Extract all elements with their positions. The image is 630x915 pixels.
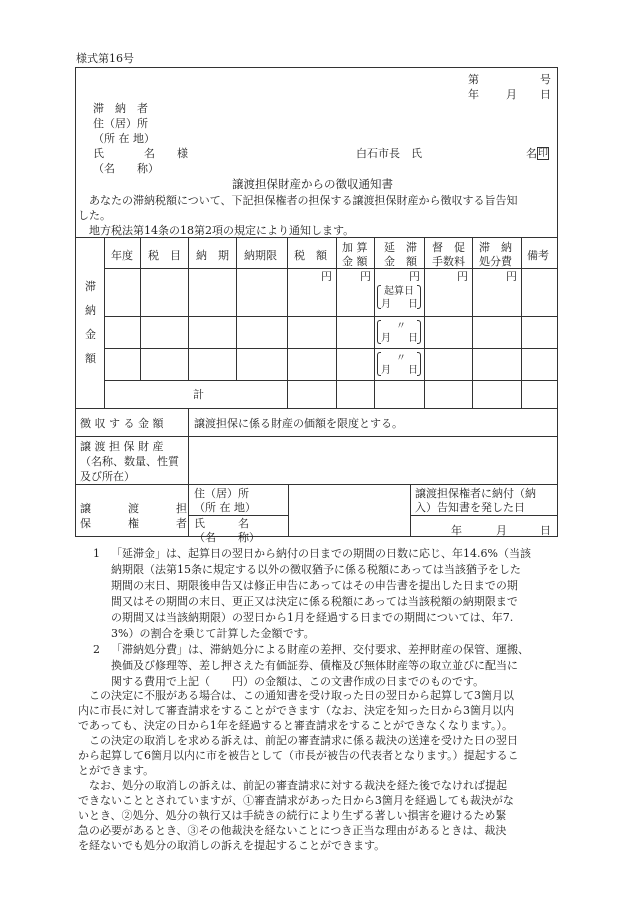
note-line: の期間又は当該納期限）の翌日から1月を経過する日までの期間については、年7. <box>111 611 514 624</box>
holder-address-label: 住（居）所 <box>194 487 249 500</box>
start-month: 月 <box>381 333 391 344</box>
table-col-line <box>140 237 141 380</box>
intro-line-1: あなたの滞納税額について、下記担保権者の担保する譲渡担保財産から徴収する旨告知 <box>78 194 518 207</box>
property-label-sub: （名称、数量、性質 <box>80 455 179 468</box>
header-remarks: 備考 <box>527 249 549 262</box>
yen-unit: 円 <box>506 270 517 283</box>
side-label-char: 納 <box>85 304 96 317</box>
appeal-line: とができます。 <box>78 764 155 777</box>
row-line <box>75 484 558 485</box>
addressee-name: （名 称） <box>93 162 159 175</box>
appeal-line: であっても、決定の日から1年を経過すると審査請求をすることができなくなります。）。 <box>78 719 514 732</box>
seal-mark: 印 <box>538 148 548 159</box>
notice-day: 日 <box>540 524 551 537</box>
note-line: 「滞納処分費」は、滞納処分による財産の差押、交付要求、差押財産の保管、運搬、 <box>111 643 529 656</box>
appeal-line: この決定の取消しを求める訴えは、前記の審査請求に係る裁決の送達を受けた日の翌日 <box>78 734 518 747</box>
table-row-line <box>104 316 558 317</box>
note-line: 3%）の割合を乗じて計算した金額です。 <box>111 627 315 640</box>
appeal-line: から起算して6箇月以内に市を被告として（市長が被告の代表者となります。）提起するこ <box>78 749 519 762</box>
header-due-date: 納期限 <box>244 249 277 262</box>
intro-line-2: した。 <box>78 209 111 222</box>
table-col-line <box>472 237 473 408</box>
holder-split-line <box>188 515 288 516</box>
start-day: 日 <box>408 365 418 376</box>
holder-col-line <box>288 484 289 536</box>
notice-date-label-2: 入）告知書を発した日 <box>415 501 525 514</box>
note-line: 関する費用で上記（ 円）の金額は、この文書作成の日までのものです。 <box>111 675 485 688</box>
date-day: 日 <box>540 88 551 101</box>
header-late-fee: 延 滞 <box>384 241 417 254</box>
table-col-line <box>336 237 337 408</box>
issuer-mei: 名 <box>526 147 537 160</box>
yen-unit: 円 <box>360 270 371 283</box>
issuer-name: 白石市長 氏 <box>356 147 422 160</box>
holder-split-line <box>410 515 558 516</box>
addressee-location: （所 在 地） <box>93 132 155 145</box>
holder-label-char: 保 <box>80 517 91 530</box>
appeal-line: を経ないでも処分の取消しの訴えを提起することができます。 <box>78 839 386 852</box>
side-label-char: 額 <box>85 352 96 365</box>
table-top-line <box>75 237 558 238</box>
holder-label-char: 譲 <box>80 502 91 515</box>
table-col-line <box>521 237 522 408</box>
appeal-line: 内に市長に対して審査請求をすることができます（なお、決定を知った日から3箇月以内 <box>78 704 514 717</box>
table-row-line <box>104 348 558 349</box>
holder-label-char: 権 <box>128 517 139 530</box>
addressee-mei: 名 <box>144 147 155 160</box>
start-day: 日 <box>408 299 418 310</box>
yen-unit: 円 <box>409 270 420 283</box>
number-go: 号 <box>540 73 551 86</box>
appeal-line: この決定に不服がある場合は、この通知書を受け取った日の翌日から起算して3箇月以 <box>78 689 514 702</box>
notice-date-label: 譲渡担保権者に納付（納 <box>415 487 536 500</box>
header-tax-item: 税 目 <box>148 249 181 262</box>
note-line: 「延滞金」は、起算日の翌日から納付の日までの期間の日数に応じ、年14.6%（当該 <box>111 547 531 560</box>
holder-label-char: 担 <box>176 502 187 515</box>
header-disposition: 滞 納 <box>479 241 512 254</box>
header-demand-fee: 手数料 <box>432 255 465 268</box>
holder-location-label: （所 在 地） <box>194 501 256 514</box>
start-date-label: 起算日 <box>384 286 414 297</box>
ditto-mark: 〃 <box>396 353 406 364</box>
header-disposition-cost: 処分費 <box>479 255 512 268</box>
header-late-fee-amount: 金 額 <box>384 255 417 268</box>
ditto-mark: 〃 <box>396 321 406 332</box>
table-row-line <box>104 380 558 381</box>
side-label-char: 金 <box>85 328 96 341</box>
note-line: 納期限（法第15条に規定する以外の徴収猶予に係る税額にあっては当該猶予をした <box>111 563 521 576</box>
header-year: 年度 <box>111 249 133 262</box>
holder-label-char: 者 <box>176 517 187 530</box>
note-number: 2 <box>93 643 100 656</box>
property-label-sub: 及び所在） <box>80 470 135 483</box>
date-month: 月 <box>506 88 517 101</box>
addressee-address: 住（居）所 <box>93 117 148 130</box>
label-col-line <box>188 408 189 536</box>
start-month: 月 <box>381 299 391 310</box>
total-label: 計 <box>193 388 204 401</box>
holder-name-label: 氏 名 <box>194 517 249 530</box>
addressee-sama: 様 <box>177 147 188 160</box>
row-line <box>75 436 558 437</box>
start-day: 日 <box>408 333 418 344</box>
table-header-bottom <box>104 268 558 269</box>
header-demand: 督 促 <box>432 241 465 254</box>
holder-col-line <box>410 484 411 536</box>
notice-year: 年 <box>451 524 462 537</box>
header-period: 納 期 <box>196 249 229 262</box>
appeal-line: いとき、②処分、処分の執行又は手続きの続行により生ずる著しい損害を避けるため緊 <box>78 809 507 822</box>
table-col-line <box>236 237 237 380</box>
start-month: 月 <box>381 365 391 376</box>
note-line: 間又はその期間の末日、更正又は決定に係る税額にあっては当該税額の納期限まで <box>111 595 518 608</box>
collect-value: 譲渡担保に係る財産の価額を限度とする。 <box>194 417 403 430</box>
header-tax-amount: 税 額 <box>294 249 327 262</box>
side-label-char: 滞 <box>85 280 96 293</box>
intro-line-3: 地方税法第14条の18第2項の規定により通知します。 <box>78 224 355 237</box>
addressee-shi: 氏 <box>93 147 104 160</box>
table-col-line <box>287 237 288 408</box>
yen-unit: 円 <box>457 270 468 283</box>
number-dai: 第 <box>468 73 479 86</box>
table-bottom-line <box>75 408 558 409</box>
appeal-line: できないこととされていますが、①審査請求があった日から3箇月を経過しても裁決がな <box>78 794 514 807</box>
table-col-line <box>424 237 425 408</box>
table-col-line <box>104 237 105 408</box>
appeal-line: なお、処分の取消しの訴えは、前記の審査請求に対する裁決を経た後でなければ提起 <box>78 779 507 792</box>
notice-month: 月 <box>496 524 507 537</box>
holder-corp-label: （名 称） <box>194 531 260 544</box>
note-line: 期間の末日、期限後申告又は修正申告にあってはその申告書を提出した日までの期 <box>111 579 518 592</box>
holder-label-char: 渡 <box>128 502 139 515</box>
yen-unit: 円 <box>321 270 332 283</box>
table-col-line <box>188 237 189 380</box>
header-addition: 加 算 <box>342 241 368 254</box>
appeal-line: 急の必要があるとき、③その他裁決を経ないことにつき正当な理由があるときは、裁決 <box>78 824 507 837</box>
document-title: 譲渡担保財産からの徴収通知書 <box>232 177 393 191</box>
header-addition-amount: 金 額 <box>342 255 368 268</box>
addressee-label: 滞 納 者 <box>93 102 148 115</box>
date-year: 年 <box>468 88 479 101</box>
form-number: 様式第16号 <box>76 52 134 65</box>
note-line: 換価及び修理等、差し押さえた有価証券、債権及び無体財産等の取立並びに配当に <box>111 659 518 672</box>
note-number: 1 <box>93 547 100 560</box>
table-col-line <box>374 237 375 408</box>
collect-label: 徴 収 す る 金 額 <box>80 417 164 430</box>
property-label: 譲 渡 担 保 財 産 <box>80 440 164 453</box>
